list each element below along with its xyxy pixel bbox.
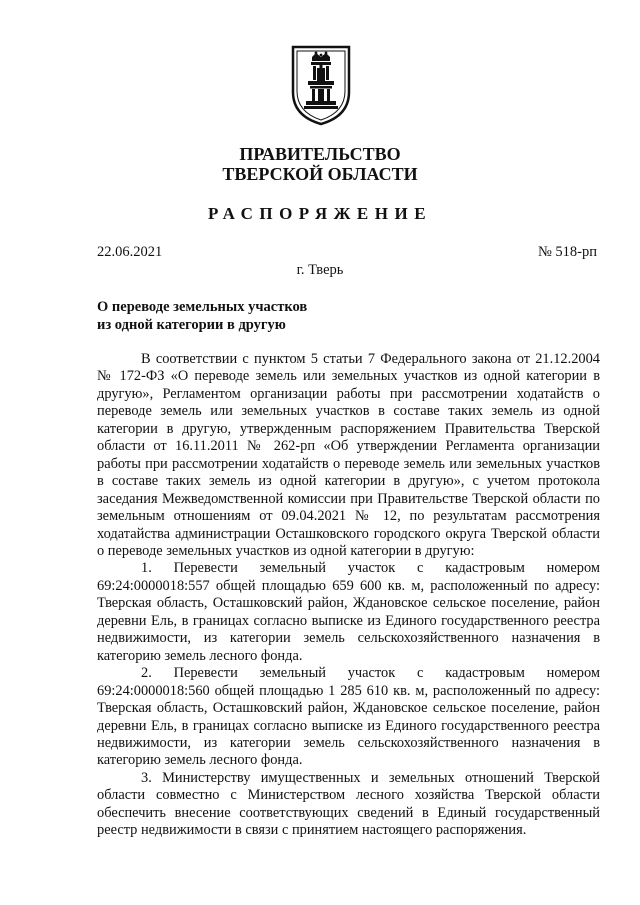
government-title-line1: ПРАВИТЕЛЬСТВО — [239, 144, 401, 164]
item-2-paragraph: 2. Перевести земельный участок с кадастровым номером 69:24:0000018:560 общей площадью 1 285 610 кв. м, расположенный по адресу: Тверская область, Осташковский район, Ждановское сельское поселение, район деревни Ель, в границах согласно выписке из Единого государственного реестра недвижимости, из категории земель сельскохозяйственного назначения в категорию земель лесного фонда. — [97, 665, 600, 769]
document-city: г. Тверь — [296, 262, 344, 278]
document-date: 22.06.2021 — [97, 244, 163, 260]
document-type-title: РАСПОРЯЖЕНИЕ — [207, 204, 433, 223]
coat-of-arms-icon — [290, 44, 352, 126]
document-number: № 518-рп — [537, 244, 597, 260]
government-title — [0, 144, 640, 184]
document-body — [97, 351, 600, 840]
government-title-line2: ТВЕРСКОЙ ОБЛАСТИ — [222, 164, 418, 184]
item-3-paragraph: 3. Министерству имущественных и земельных отношений Тверской области совместно с Министерством лесного хозяйства Тверской области обеспечить внесение соответствующих сведений в Единый государственный реестр недвижимости в связи с принятием настоящего распоряжения. — [97, 769, 600, 839]
preamble-paragraph: В соответствии с пунктом 5 статьи 7 Федерального закона от 21.12.2004 № 172-ФЗ «О переводе земель или земельных участков из одной категории в другую», Регламентом организации работы при рассмотрении ходатайств о переводе земель или земельных участков в составе таких земель из одной категории в другую, утвержденным распоряжением Правительства Тверской области от 16.11.2011 № 262-рп «Об утверждении Регламента организации работы при рассмотрении ходатайств о переводе земель или земельных участков в составе таких земель из одной категории в другую», с учетом протокола заседания Межведомственной комиссии при Правительстве Тверской области по земельным отношениям от 09.04.2021 № 12, по результатам рассмотрения ходатайства администрации Осташковского городского округа Тверской области о переводе земельных участков из одной категории в другую: — [97, 351, 600, 559]
subject-line2: из одной категории в другую — [97, 317, 286, 333]
subject-line1: О переводе земельных участков — [97, 299, 308, 315]
document-subject — [97, 298, 307, 334]
item-1-paragraph: 1. Перевести земельный участок с кадастровым номером 69:24:0000018:557 общей площадью 659 600 кв. м, расположенный по адресу: Тверская область, Осташковский район, Ждановское сельское поселение, район деревни Ель, в границах согласно выписке из Единого государственного реестра недвижимости, из категории земель сельскохозяйственного назначения в категорию земель лесного фонда. — [97, 560, 600, 664]
